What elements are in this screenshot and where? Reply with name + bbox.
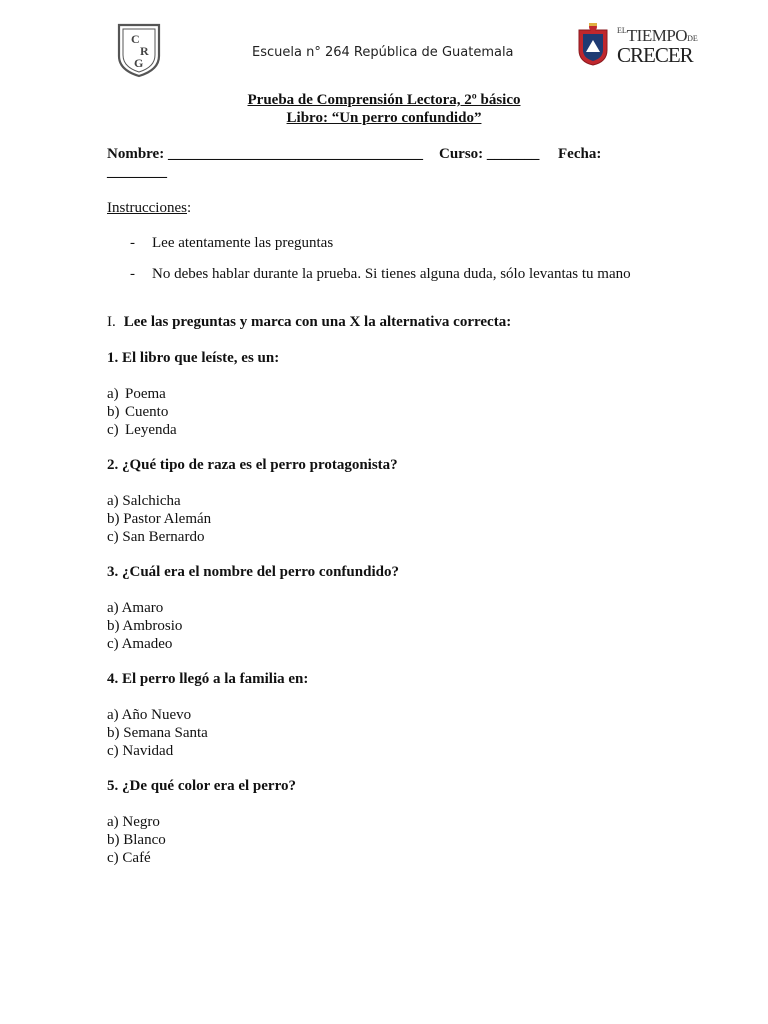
instruction-item: Lee atentamente las preguntas xyxy=(152,235,334,251)
brand-de: DE xyxy=(687,34,698,43)
book-title: Libro: “Un perro confundido” xyxy=(286,110,482,126)
option-letter: a) xyxy=(107,386,119,402)
instruction-item: No debes hablar durante la prueba. Si tienes alguna duda, sólo levantas tu mano xyxy=(152,266,631,282)
option-2c[interactable]: c) San Bernardo xyxy=(107,529,205,545)
brand-tiempo: TIEMPO xyxy=(626,26,688,45)
school-shield-logo xyxy=(116,22,162,78)
question-4: 4. El perro llegó a la familia en: xyxy=(107,671,309,687)
school-name: Escuela n° 264 República de Guatemala xyxy=(252,45,514,60)
option-letter: b) xyxy=(107,404,120,420)
section-roman: I. xyxy=(107,314,116,330)
bullet-marker: - xyxy=(130,235,135,251)
logo-letter-r: R xyxy=(140,44,149,58)
test-title: Prueba de Comprensión Lectora, 2º básico xyxy=(247,92,521,108)
question-3: 3. ¿Cuál era el nombre del perro confundido? xyxy=(107,564,399,580)
option-4c[interactable]: c) Navidad xyxy=(107,743,174,759)
option-3b[interactable]: b) Ambrosio xyxy=(107,618,183,634)
tiempo-de-crecer-logo xyxy=(577,22,698,68)
instructions-colon: : xyxy=(186,200,192,216)
brand-small: EL xyxy=(617,26,627,35)
crest-icon xyxy=(577,22,609,66)
curso-field[interactable]: Curso: _______ xyxy=(439,146,540,162)
section-heading xyxy=(107,314,511,331)
option-1c[interactable] xyxy=(107,422,177,439)
option-5a[interactable]: a) Negro xyxy=(107,814,160,830)
fecha-field[interactable]: ________ xyxy=(107,164,167,180)
instructions-label: Instrucciones xyxy=(107,200,187,216)
option-3c[interactable]: c) Amadeo xyxy=(107,636,173,652)
option-3a[interactable]: a) Amaro xyxy=(107,600,164,616)
option-letter: c) xyxy=(107,422,119,438)
option-2a[interactable]: a) Salchicha xyxy=(107,493,181,509)
nombre-field[interactable]: Nombre: __________________________________ xyxy=(107,146,423,162)
question-1: 1. El libro que leíste, es un: xyxy=(107,350,280,366)
question-5: 5. ¿De qué color era el perro? xyxy=(107,778,296,794)
logo-letter-c: C xyxy=(131,32,140,46)
option-2b[interactable]: b) Pastor Alemán xyxy=(107,511,212,527)
brand-crecer: CRECER xyxy=(617,43,693,67)
option-1a[interactable] xyxy=(107,386,166,403)
logo-letter-g: G xyxy=(134,56,144,70)
option-text: Cuento xyxy=(125,404,169,420)
option-1b[interactable] xyxy=(107,404,168,421)
option-5b[interactable]: b) Blanco xyxy=(107,832,166,848)
option-5c[interactable]: c) Café xyxy=(107,850,151,866)
fecha-label: Fecha: xyxy=(558,146,602,162)
section-text: Lee las preguntas y marca con una X la alternativa correcta: xyxy=(123,314,512,330)
option-text: Leyenda xyxy=(125,422,177,438)
option-text: Poema xyxy=(125,386,166,402)
question-2: 2. ¿Qué tipo de raza es el perro protagonista? xyxy=(107,457,398,473)
option-4a[interactable]: a) Año Nuevo xyxy=(107,707,192,723)
option-4b[interactable]: b) Semana Santa xyxy=(107,725,208,741)
instructions-heading xyxy=(107,200,191,217)
bullet-marker: - xyxy=(130,266,135,282)
